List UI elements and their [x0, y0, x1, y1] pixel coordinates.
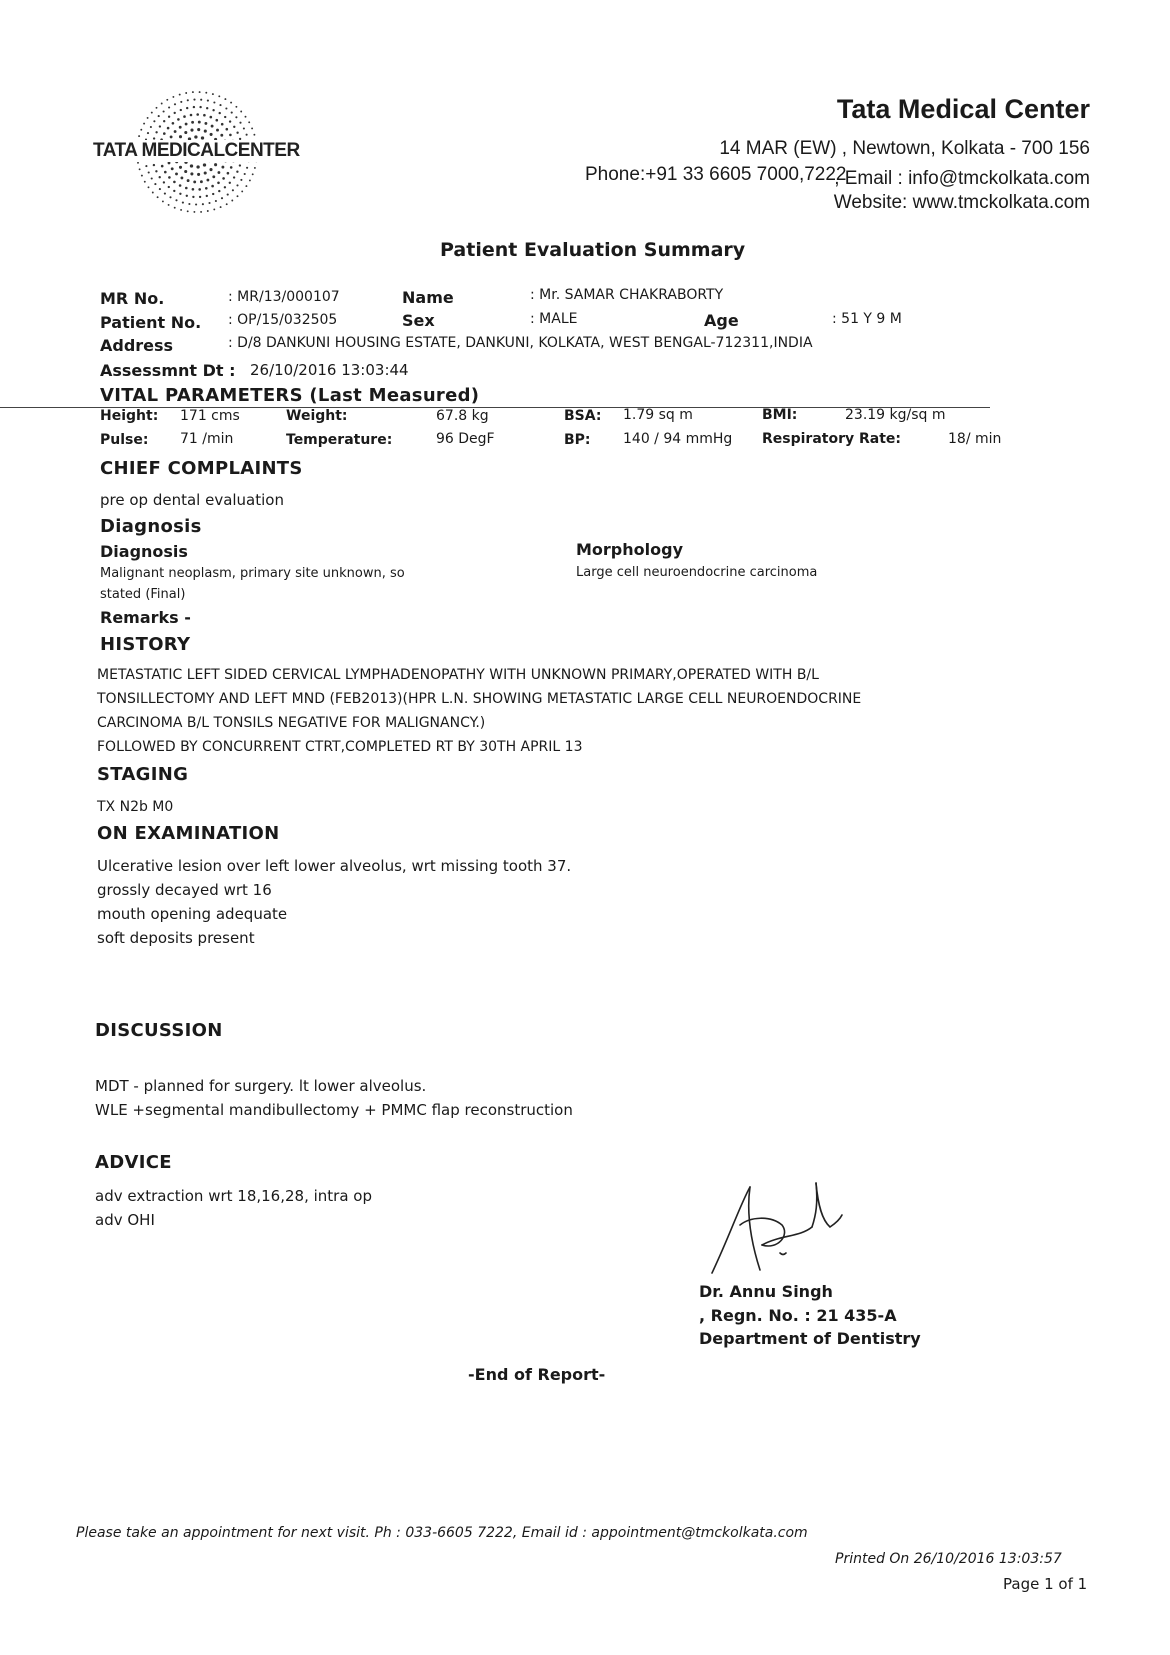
logo-dot: [163, 110, 165, 112]
logo-dot: [185, 187, 188, 190]
logo-dot: [218, 95, 220, 97]
morphology-value: Large cell neuroendocrine carcinoma: [576, 565, 818, 580]
logo-dot: [229, 134, 232, 137]
mr-no-label: MR No.: [100, 289, 165, 308]
logo-dot: [164, 193, 166, 195]
logo-dot: [179, 193, 181, 195]
vitals-heading: VITAL PARAMETERS (Last Measured): [100, 385, 480, 406]
logo-dot: [213, 101, 215, 103]
discussion-line: MDT - planned for surgery. lt lower alveolus.: [95, 1077, 427, 1095]
logo-dot: [203, 114, 206, 117]
chief-complaints-heading: CHIEF COMPLAINTS: [100, 458, 303, 479]
logo-dot: [148, 171, 150, 173]
history-line: CARCINOMA B/L TONSILS NEGATIVE FOR MALIGNANCY.): [97, 715, 486, 731]
logo-dot: [224, 98, 226, 100]
logo-dot: [221, 166, 224, 169]
remarks-label: Remarks -: [100, 608, 191, 627]
advice-line: adv OHI: [95, 1211, 155, 1229]
logo-dot: [216, 119, 219, 122]
logo-dot: [153, 164, 155, 166]
bmi-label: BMI:: [762, 407, 798, 423]
logo-dot: [174, 207, 176, 209]
logo-dot: [154, 183, 156, 185]
logo-dot: [206, 179, 209, 182]
logo-dot: [233, 126, 235, 128]
logo-dot: [248, 121, 250, 123]
logo-dot: [187, 210, 189, 212]
logo-dot: [190, 129, 193, 132]
logo-dot: [241, 190, 243, 192]
logo-dot: [198, 121, 201, 124]
temperature-value: 96 DegF: [436, 431, 495, 447]
logo-dot: [186, 195, 188, 197]
logo-dot: [220, 134, 223, 137]
logo-dot: [205, 187, 208, 190]
logo-dot: [168, 106, 170, 108]
logo-dot: [180, 101, 182, 103]
logo-dot: [190, 114, 193, 117]
logo-dot: [251, 127, 253, 129]
logo-dot: [243, 127, 245, 129]
logo-dot: [193, 99, 195, 101]
advice-heading: ADVICE: [95, 1152, 172, 1173]
logo-dot: [194, 135, 197, 138]
logo-dot: [239, 122, 241, 124]
logo-dot: [147, 117, 149, 119]
logo-dot: [156, 107, 158, 109]
logo-dot: [166, 99, 168, 101]
logo-dot: [206, 195, 208, 197]
logo-dot: [212, 193, 214, 195]
logo-dot: [196, 165, 199, 168]
logo-dot: [180, 209, 182, 211]
logo-dot: [162, 200, 164, 202]
logo-dot: [235, 106, 237, 108]
logo-dot: [179, 126, 182, 129]
logo-text: TATA MEDICALCENTER: [93, 140, 300, 161]
page-title: Patient Evaluation Summary: [440, 239, 746, 261]
logo-dot: [240, 179, 242, 181]
examination-line: Ulcerative lesion over left lower alveolus, wrt missing tooth 37.: [97, 857, 572, 875]
logo-dot: [151, 112, 153, 114]
logo-dot: [191, 121, 194, 124]
logo-dot: [212, 175, 215, 178]
logo-dot: [217, 182, 220, 185]
diagnosis-subheading: Diagnosis: [100, 542, 188, 561]
logo-dot: [184, 170, 187, 173]
logo-dot: [180, 176, 183, 179]
logo-dot: [225, 107, 227, 109]
hospital-logo: [92, 88, 302, 216]
patient-no-label: Patient No.: [100, 313, 202, 332]
weight-label: Weight:: [286, 408, 348, 424]
logo-dot: [188, 203, 190, 205]
logo-dot: [192, 196, 194, 198]
sex-value: : MALE: [530, 311, 578, 327]
logo-dot: [199, 196, 201, 198]
logo-dot: [193, 211, 195, 213]
logo-dot: [202, 203, 204, 205]
logo-dot: [161, 103, 163, 105]
logo-dot: [216, 129, 219, 132]
sex-label: Sex: [402, 311, 435, 330]
logo-dot: [212, 109, 214, 111]
logo-dot: [221, 197, 223, 199]
morphology-label: Morphology: [576, 540, 683, 559]
mr-no-value: : MR/13/000107: [228, 289, 340, 305]
logo-dot: [192, 188, 195, 191]
signatory-department: Department of Dentistry: [699, 1329, 921, 1348]
logo-dot: [226, 128, 229, 131]
logo-dot: [231, 200, 233, 202]
logo-dot: [159, 176, 161, 178]
logo-dot: [226, 203, 228, 205]
logo-dot: [163, 120, 165, 122]
footer-printed-on: Printed On 26/10/2016 13:03:57: [835, 1551, 1062, 1567]
logo-dot: [224, 186, 226, 188]
org-address: 14 MAR (EW) , Newtown, Kolkata - 700 156: [719, 138, 1090, 159]
logo-dot: [168, 176, 171, 179]
discussion-line: WLE +segmental mandibullectomy + PMMC flap reconstruction: [95, 1101, 573, 1119]
logo-dot: [173, 181, 176, 184]
logo-dot: [184, 131, 187, 134]
logo-dot: [199, 91, 201, 93]
logo-dot: [236, 171, 238, 173]
logo-dot: [173, 190, 175, 192]
logo-dot: [161, 165, 164, 168]
logo-dot: [174, 103, 176, 105]
logo-dot: [224, 116, 226, 118]
logo-dot: [218, 190, 220, 192]
logo-dot: [190, 164, 193, 167]
logo-dot: [143, 123, 145, 125]
logo-dot: [219, 112, 221, 114]
logo-dot: [239, 164, 241, 166]
logo-dot: [253, 134, 255, 136]
logo-dot: [229, 120, 231, 122]
logo-dot: [206, 107, 208, 109]
weight-value: 67.8 kg: [436, 408, 489, 424]
logo-dot: [185, 92, 187, 94]
logo-dot: [244, 173, 246, 175]
logo-dot: [152, 192, 154, 194]
logo-dot: [169, 196, 171, 198]
bp-value: 140 / 94 mmHg: [623, 431, 733, 447]
history-line: FOLLOWED BY CONCURRENT CTRT,COMPLETED RT BY 30TH APRIL 13: [97, 739, 583, 755]
discussion-heading: DISCUSSION: [95, 1020, 223, 1041]
logo-dot: [210, 133, 213, 136]
logo-dot: [211, 185, 214, 188]
pulse-value: 71 /min: [180, 431, 234, 447]
logo-dot: [204, 130, 207, 133]
logo-dot: [231, 112, 233, 114]
chief-complaints-text: pre op dental evaluation: [100, 491, 284, 509]
signatory-name: Dr. Annu Singh: [699, 1282, 833, 1301]
logo-dot: [185, 123, 188, 126]
logo-dot: [192, 91, 194, 93]
logo-dot: [230, 102, 232, 104]
history-line: METASTATIC LEFT SIDED CERVICAL LYMPHADENOPATHY WITH UNKNOWN PRIMARY,OPERATED WITH B/L: [97, 667, 819, 683]
diagnosis-text-line2: stated (Final): [100, 587, 186, 602]
logo-dot: [200, 211, 202, 213]
logo-dot: [246, 134, 248, 136]
logo-dot: [168, 204, 170, 206]
logo-dot: [198, 188, 201, 191]
temperature-label: Temperature:: [286, 432, 393, 448]
logo-dot: [168, 116, 170, 118]
footer-page-number: Page 1 of 1: [1003, 1575, 1088, 1593]
logo-dot: [246, 167, 248, 169]
logo-dot: [221, 123, 224, 126]
diagnosis-text-line1: Malignant neoplasm, primary site unknown, so: [100, 566, 405, 581]
org-email: , Email : info@tmckolkata.com: [834, 168, 1090, 189]
bsa-value: 1.79 sq m: [623, 407, 693, 423]
logo-dot: [199, 106, 201, 108]
logo-dot: [153, 120, 155, 122]
logo-dot: [254, 167, 256, 169]
logo-dot: [213, 208, 215, 210]
logo-dot: [197, 128, 200, 131]
examination-line: grossly decayed wrt 16: [97, 881, 272, 899]
logo-dot: [196, 113, 199, 116]
logo-dot: [207, 100, 209, 102]
name-value: : Mr. SAMAR CHAKRABORTY: [530, 287, 724, 303]
patient-no-value: : OP/15/032505: [228, 312, 338, 328]
logo-dot: [204, 122, 207, 125]
logo-dot: [155, 131, 157, 133]
bsa-label: BSA:: [564, 408, 602, 424]
logo-dot: [215, 200, 217, 202]
assessment-date-label: Assessmnt Dt :: [100, 361, 236, 380]
logo-dot: [140, 129, 142, 131]
logo-dot: [145, 165, 147, 167]
height-label: Height:: [100, 408, 159, 424]
logo-dot: [219, 104, 221, 106]
signature-scribble-icon: [700, 1175, 850, 1285]
logo-dot: [232, 189, 234, 191]
logo-dot: [172, 96, 174, 98]
bp-label: BP:: [564, 432, 591, 448]
logo-dot: [164, 171, 167, 174]
logo-dot: [210, 116, 213, 119]
logo-dot: [179, 94, 181, 96]
org-website: Website: www.tmckolkata.com: [833, 192, 1090, 213]
examination-line: soft deposits present: [97, 929, 255, 947]
respiratory-rate-value: 18/ min: [948, 431, 1002, 447]
logo-dot: [208, 202, 210, 204]
logo-dot: [230, 166, 233, 169]
logo-dot: [212, 93, 214, 95]
logo-dot: [151, 177, 153, 179]
name-label: Name: [402, 288, 454, 307]
logo-dot: [220, 206, 222, 208]
logo-dot: [179, 135, 182, 138]
logo-dot: [170, 135, 173, 138]
logo-dot: [172, 122, 175, 125]
pulse-label: Pulse:: [100, 432, 149, 448]
logo-dot: [159, 188, 161, 190]
logo-dot: [249, 179, 251, 181]
logo-dot: [235, 116, 237, 118]
logo-dot: [236, 132, 238, 134]
logo-dot: [138, 135, 140, 137]
height-value: 171 cms: [180, 408, 240, 424]
org-phone: Phone:+91 33 6605 7000,7222: [585, 164, 847, 185]
signatory-regn: , Regn. No. : 21 435-A: [699, 1306, 897, 1325]
logo-dot: [227, 172, 230, 175]
assessment-date-value: 26/10/2016 13:03:44: [250, 361, 409, 379]
logo-dot: [148, 186, 150, 188]
bmi-value: 23.19 kg/sq m: [845, 407, 946, 423]
org-name: Tata Medical Center: [836, 94, 1090, 124]
logo-dot: [177, 118, 180, 121]
logo-dot: [174, 112, 176, 114]
logo-dot: [200, 180, 203, 183]
logo-dot: [186, 107, 188, 109]
logo-dot: [205, 92, 207, 94]
logo-dot: [207, 210, 209, 212]
logo-dot: [193, 106, 195, 108]
logo-dot: [209, 168, 212, 171]
advice-line: adv extraction wrt 18,16,28, intra op: [95, 1187, 372, 1205]
respiratory-rate-label: Respiratory Rate:: [762, 431, 902, 447]
logo-dot: [245, 185, 247, 187]
logo-dot: [159, 125, 161, 127]
logo-dot: [211, 125, 214, 128]
examination-line: mouth opening adequate: [97, 905, 288, 923]
logo-dot: [190, 172, 193, 175]
logo-dot: [236, 184, 238, 186]
logo-dot: [187, 99, 189, 101]
end-of-report: -End of Report-: [468, 1365, 606, 1384]
address-value: : D/8 DANKUNI HOUSING ESTATE, DANKUNI, KOLKATA, WEST BENGAL-712311,INDIA: [228, 335, 813, 351]
age-value: : 51 Y 9 M: [832, 311, 902, 327]
logo-dot: [163, 181, 165, 183]
logo-dot: [183, 115, 186, 118]
logo-dot: [187, 179, 190, 182]
examination-heading: ON EXAMINATION: [97, 823, 280, 844]
history-heading: HISTORY: [100, 634, 191, 655]
logo-dot: [233, 176, 235, 178]
logo-dot: [200, 99, 202, 101]
logo-dot: [197, 173, 200, 176]
logo-dot: [144, 181, 146, 183]
logo-dot: [158, 115, 160, 117]
diagnosis-heading: Diagnosis: [100, 516, 202, 537]
logo-dot: [204, 171, 207, 174]
history-line: TONSILLECTOMY AND LEFT MND (FEB2013)(HPR L.N. SHOWING METASTATIC LARGE CELL NEUROENDOCRINE: [97, 691, 862, 707]
age-label: Age: [704, 311, 739, 330]
logo-dot: [203, 163, 206, 166]
address-label: Address: [100, 336, 174, 355]
logo-dot: [229, 182, 231, 184]
logo-dot: [150, 126, 152, 128]
logo-dot: [174, 130, 177, 133]
logo-dot: [167, 127, 170, 130]
logo-dot: [155, 170, 157, 172]
logo-dot: [139, 168, 141, 170]
logo-dot: [214, 163, 217, 166]
logo-dot: [168, 186, 170, 188]
logo-dot: [137, 162, 139, 164]
logo-dot: [157, 196, 159, 198]
logo-dot: [141, 175, 143, 177]
logo-dot: [240, 111, 242, 113]
logo-dot: [193, 180, 196, 183]
footer-appointment-note: Please take an appointment for next visit. Ph : 033-6605 7222, Email id : appointment@tmckolkata.com: [76, 1525, 808, 1541]
logo-dot: [171, 167, 174, 170]
logo-dot: [179, 166, 182, 169]
logo-dot: [147, 132, 149, 134]
logo-dot: [163, 132, 166, 135]
logo-dot: [227, 194, 229, 196]
logo-dot: [217, 171, 220, 174]
logo-dot: [237, 195, 239, 197]
staging-heading: STAGING: [97, 764, 189, 785]
logo-dot: [252, 173, 254, 175]
logo-dot: [180, 109, 182, 111]
staging-text: TX N2b M0: [97, 799, 174, 815]
logo-dot: [245, 116, 247, 118]
logo-dot: [182, 202, 184, 204]
logo-dot: [222, 177, 225, 180]
logo-dot: [175, 199, 177, 201]
logo-dot: [195, 203, 197, 205]
logo-dot: [179, 184, 182, 187]
logo-dot: [175, 172, 178, 175]
